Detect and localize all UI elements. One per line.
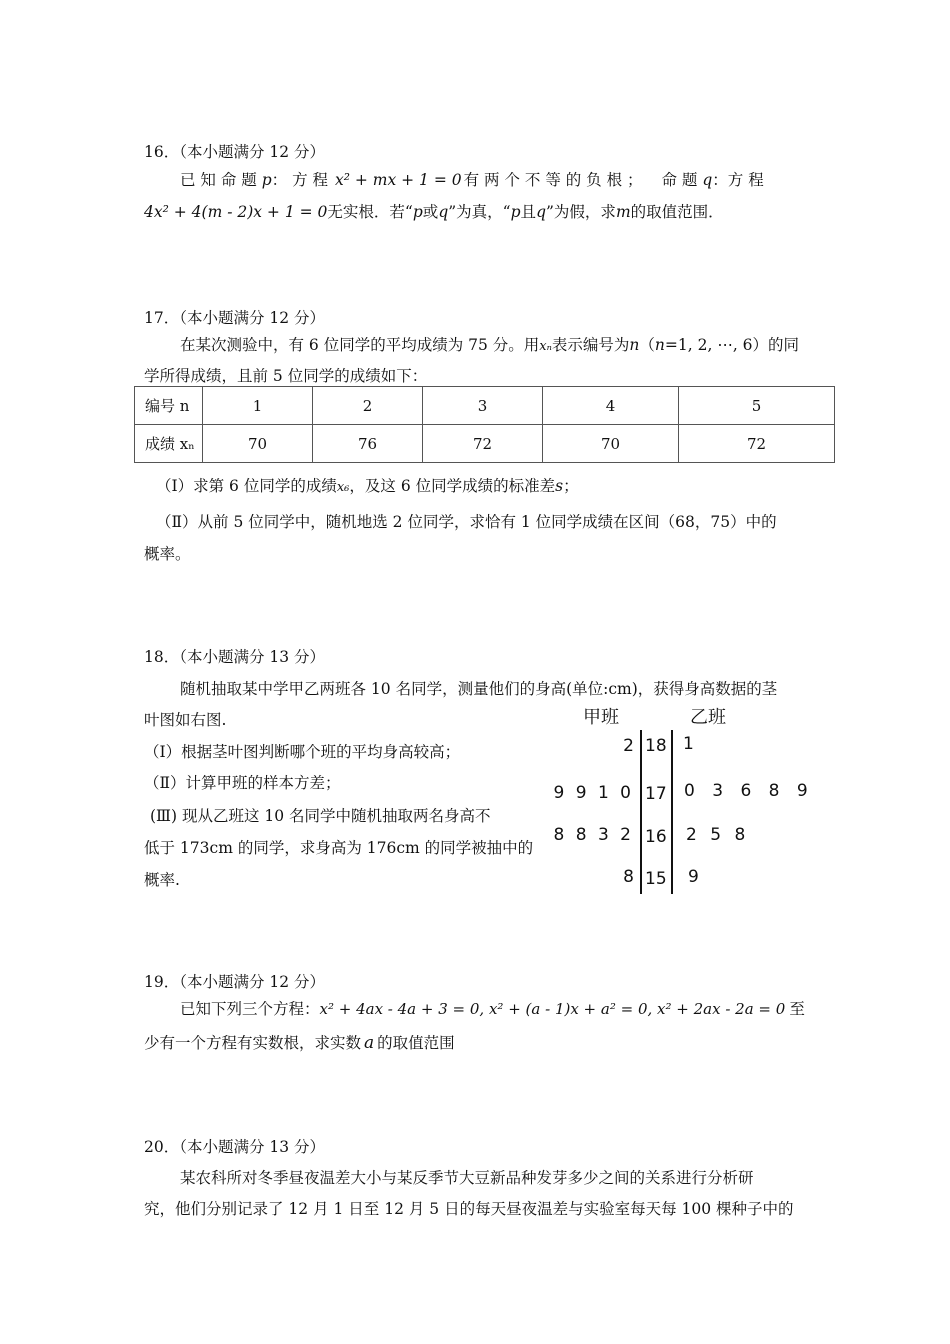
left-leaves: 9 9 1 0 bbox=[553, 783, 634, 803]
right-leaves: 2 5 8 bbox=[686, 825, 750, 845]
q17-part1 bbox=[156, 474, 579, 496]
text: =1, 2, ⋯, 6）的同 bbox=[664, 336, 800, 354]
q17-line1 bbox=[180, 333, 799, 355]
q20-header: 20．（本小题满分 13 分） bbox=[144, 1138, 326, 1156]
var-p: p bbox=[261, 171, 272, 189]
var-q: q bbox=[536, 203, 546, 221]
text: 的取值范围 bbox=[377, 1034, 455, 1052]
table-cell: 1 bbox=[203, 387, 313, 425]
text: 且 bbox=[520, 203, 537, 221]
text: ”为假，求 bbox=[546, 203, 616, 221]
equation: 4x² + 4(m - 2)x + 1 = 0 bbox=[144, 203, 328, 221]
text: 少有一个方程有实数根，求实数 bbox=[144, 1034, 362, 1052]
table-cell: 72 bbox=[679, 425, 835, 463]
stem: 17 bbox=[645, 784, 667, 804]
q17-part2-line2: 概率。 bbox=[144, 545, 191, 563]
q16-header: 16．（本小题满分 12 分） bbox=[144, 143, 326, 161]
q18-line2: 叶图如右图. bbox=[144, 711, 227, 729]
var-s: s bbox=[555, 477, 564, 495]
text: ”为真，“ bbox=[448, 203, 511, 221]
q18-part2: （Ⅱ）计算甲班的样本方差； bbox=[144, 774, 341, 792]
q18-header: 18．（本小题满分 13 分） bbox=[144, 648, 326, 666]
var-m: m bbox=[615, 203, 631, 221]
stem: 15 bbox=[645, 869, 667, 889]
q20-line1: 某农科所对冬季昼夜温差大小与某反季节大豆新品种发芽多少之间的关系进行分析研 bbox=[180, 1169, 754, 1187]
left-leaves: 8 bbox=[623, 867, 634, 887]
table-cell: 72 bbox=[423, 425, 543, 463]
stem: 16 bbox=[645, 827, 667, 847]
table-cell: 编号 n bbox=[135, 387, 203, 425]
q17-header: 17．（本小题满分 12 分） bbox=[144, 309, 326, 327]
table-row bbox=[135, 387, 835, 425]
var-x6: x₆ bbox=[336, 480, 350, 495]
var-p: p bbox=[510, 203, 521, 221]
q17-part2-line1: （Ⅱ）从前 5 位同学中，随机地选 2 位同学，求恰有 1 位同学成绩在区间（68，75）中的 bbox=[156, 513, 777, 531]
q20-line2: 究，他们分别记录了 12 月 1 日至 12 月 5 日的每天昼夜温差与实验室每天每 100 棵种子中的 bbox=[144, 1200, 794, 1218]
text: 命 题 bbox=[661, 171, 698, 189]
text: 在某次测验中，有 6 位同学的平均成绩为 75 分。用 bbox=[180, 336, 540, 354]
q19-header: 19．（本小题满分 12 分） bbox=[144, 973, 326, 991]
var-q: q bbox=[702, 171, 713, 189]
left-leaves: 2 bbox=[623, 736, 634, 756]
text: 至 bbox=[789, 1000, 805, 1018]
right-leaves: 0 3 6 8 9 bbox=[684, 781, 814, 801]
var-a: a bbox=[364, 1033, 375, 1053]
text: 无实根．若“ bbox=[327, 203, 413, 221]
text: （Ⅰ）求第 6 位同学的成绩 bbox=[156, 477, 337, 495]
text: 的取值范围． bbox=[630, 203, 724, 221]
table-cell: 3 bbox=[423, 387, 543, 425]
left-title: 甲班 bbox=[583, 707, 619, 728]
right-title: 乙班 bbox=[690, 707, 726, 728]
table-cell: 76 bbox=[313, 425, 423, 463]
text: 表示编号为 bbox=[551, 336, 630, 354]
text: ：方 程 bbox=[712, 171, 764, 189]
text: （ bbox=[639, 336, 655, 354]
text: ，及这 6 位同学成绩的标准差 bbox=[349, 477, 556, 495]
text: 或 bbox=[422, 203, 439, 221]
q19-line1 bbox=[180, 997, 805, 1019]
q16-line2 bbox=[144, 200, 724, 222]
divider-right bbox=[671, 730, 673, 894]
q19-line2 bbox=[144, 1031, 455, 1053]
left-leaves: 8 8 3 2 bbox=[553, 825, 634, 845]
q18-part1: （Ⅰ）根据茎叶图判断哪个班的平均身高较高； bbox=[144, 743, 461, 761]
q18-part3-line3: 概率. bbox=[144, 871, 180, 889]
score-table bbox=[134, 386, 835, 463]
table-cell: 70 bbox=[203, 425, 313, 463]
q18-part3-line1: (Ⅲ) 现从乙班这 10 名同学中随机抽取两名身高不 bbox=[150, 807, 491, 825]
table-cell: 4 bbox=[543, 387, 679, 425]
equations: x² + 4ax - 4a + 3 = 0, x² + (a - 1)x + a² = 0, x² + 2ax - 2a = 0 bbox=[319, 1000, 786, 1018]
table-row bbox=[135, 425, 835, 463]
table-cell: 5 bbox=[679, 387, 835, 425]
var-p: p bbox=[412, 203, 423, 221]
q16-line1 bbox=[180, 168, 764, 190]
stem: 18 bbox=[645, 736, 667, 756]
text: 已知下列三个方程： bbox=[180, 1000, 320, 1018]
right-leaves: 9 bbox=[688, 867, 699, 887]
var-n: n bbox=[654, 336, 665, 354]
right-leaves: 1 bbox=[683, 734, 694, 754]
var-n: n bbox=[629, 336, 640, 354]
text: ； bbox=[563, 477, 579, 495]
text: 已 知 命 题 bbox=[180, 171, 257, 189]
var-xn: xₙ bbox=[539, 339, 552, 354]
q17-line2: 学所得成绩，且前 5 位同学的成绩如下： bbox=[144, 367, 428, 385]
table-cell: 成绩 xₙ bbox=[135, 425, 203, 463]
equation: x² + mx + 1 = 0 bbox=[334, 171, 462, 189]
table-cell: 2 bbox=[313, 387, 423, 425]
q18-part3-line2: 低于 173cm 的同学，求身高为 176cm 的同学被抽中的 bbox=[144, 839, 534, 857]
text: ： 方 程 bbox=[271, 171, 329, 189]
text: 有 两 个 不 等 的 负 根 ； bbox=[463, 171, 643, 189]
q18-line1: 随机抽取某中学甲乙两班各 10 名同学，测量他们的身高(单位:cm)，获得身高数据的茎 bbox=[180, 680, 778, 698]
var-q: q bbox=[438, 203, 449, 221]
table-cell: 70 bbox=[543, 425, 679, 463]
divider-left bbox=[640, 730, 642, 894]
